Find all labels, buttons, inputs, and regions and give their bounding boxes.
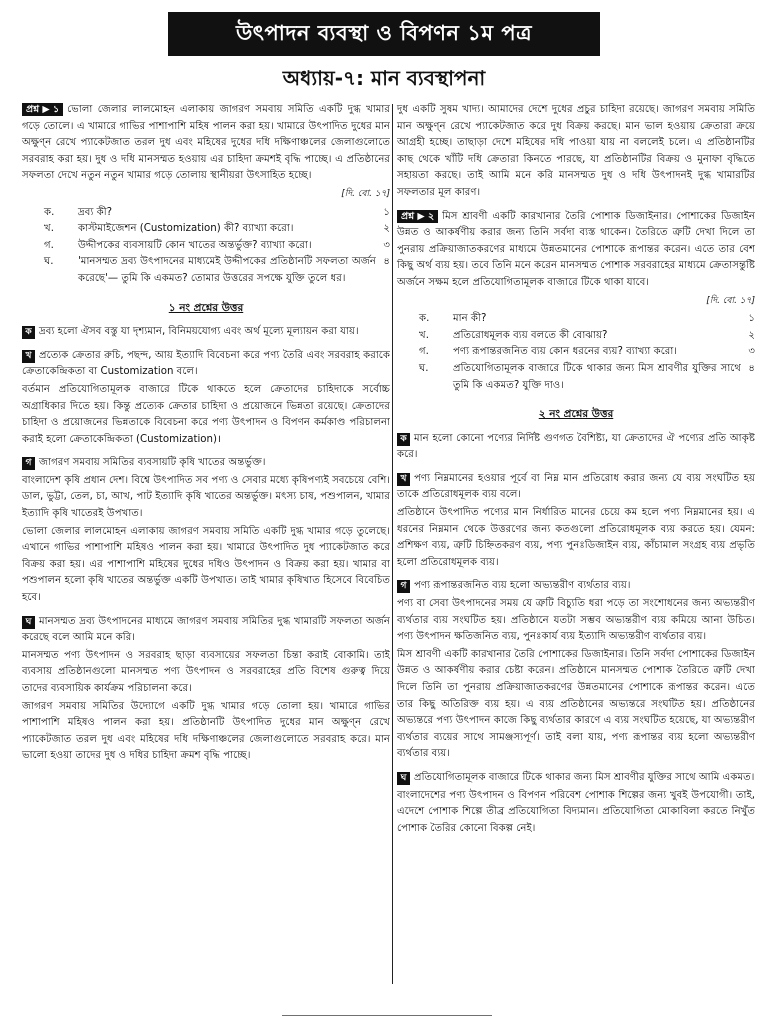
question-tag: প্রশ্ন ▶ ২: [397, 210, 438, 223]
left-column: [22, 102, 390, 766]
answer-paragraph: পণ্য বা সেবা উৎপাদনের সময় যে ত্রুটি বিচ্যুতি ধরা পড়ে তা সংশোধনের জন্য অভ্যন্তরীণ ব্যর্থতার ব্যয় সংঘটিত হয়। প্রতিষ্ঠানে যতটা সম্ভব অভ্যন্তরীণ ব্যয় কমিয়ে আনা উচিত। পণ্য উৎপাদন ক্ষতিজনিত ব্যয়, পুনঃকার্য ব্যয় ইত্যাদি অভ্যন্তরীণ ব্যর্থতার ব্যয়।: [397, 598, 755, 643]
answer-paragraph: বাংলাদেশ কৃষি প্রধান দেশ। বিশ্বে উৎপাদিত সব পণ্য ও সেবার মধ্যে কৃষিপণ্যই সবচেয়ে বেশি। ডাল, ভুট্টা, তেল, চা, আখ, পাট ইত্যাদি কৃষি খাতের অন্তর্ভুক্ত। মৎস্য চাষ, পশুপালন, খামার ইত্যাদি কৃষি খাতেরই উপখাত।: [22, 474, 390, 520]
question-1-stem: প্রশ্ন ▶ ১ ভোলা জেলার লালমোহন এলাকায় জাগরণ সমবায় সমিতি একটি দুগ্ধ খামার গড়ে তোলে। এ খামারে গাভির পাশাপাশি মহিষ পালন করা হয়। খামারে উৎপাদিত দুধের মান অক্ষুণ্ন রেখে প্যাকেটজাত তরল দুধ এবং মহিষের দুধের দধি দক্ষিণাঞ্চলের জেলাগুলোতে সরবরাহ করা হয়। দুধ ও দধি মানসম্মত হওয়ায় এর চাহিদা ক্রমশই বৃদ্ধি পাচ্ছে। এ প্রতিষ্ঠানের সফলতা দেখে নতুন নতুন খামার গড়ে তোলায় স্থানীয়রা উৎসাহিত হচ্ছে।: [22, 104, 390, 182]
answer-heading: ২ নং প্রশ্নের উত্তর: [538, 408, 614, 421]
answer-paragraph: বাংলাদেশের পণ্য উৎপাদন ও বিপণন পরিবেশ পোশাক শিল্পের জন্য খুবই উপযোগী। তাই, এদেশে পোশাক শিল্পে তীব্র প্রতিযোগিতা বিদ্যমান। প্রতিযোগিতা মোকাবিলা করতে নিখুঁত পোশাক তৈরির কোনো বিকল্প নেই।: [397, 789, 755, 834]
subject-title: উৎপাদন ব্যবস্থা ও বিপণন ১ম পত্র: [235, 20, 533, 45]
subject-banner: [168, 12, 600, 56]
sub-question: ক. দ্রব্য কী? ১: [44, 206, 390, 218]
answer-letter: গ: [397, 580, 410, 593]
answer-letter: গ: [22, 457, 35, 470]
sub-question: গ. পণ্য রূপান্তরজনিত ব্যয় কোন ধরনের ব্যয়? ব্যাখ্যা করো। ৩: [419, 346, 755, 358]
answer-paragraph: মানসম্মত পণ্য উৎপাদন ও সরবরাহ ছাড়া ব্যবসায়ের সফলতা চিন্তা করাই বোকামি। তাই ব্যবসায় প্রতিষ্ঠানগুলো মানসম্মত পণ্য উৎপাদন ও সরবরাহের প্রতি বিশেষ গুরুত্ব দিয়ে তাদের ব্যবসায়িক কার্যক্রম পরিচালনা করে।: [22, 649, 390, 694]
source-label: [দি. বো. ১৭]: [706, 295, 755, 306]
answer-paragraph: খ প্রত্যেক ক্রেতার রুচি, পছন্দ, আয় ইত্যাদি বিবেচনা করে পণ্য তৈরি এবং সরবরাহ করাকে ক্রেতাকেন্দ্রিকতা বা Customization বলে।: [22, 349, 390, 378]
answer-paragraph: বর্তমান প্রতিযোগিতামূলক বাজারে টিকে থাকতে হলে ক্রেতাদের চাহিদাকে সর্বোচ্চ অগ্রাধিকার দিতে হয়। কিন্তু প্রত্যেক ক্রেতার চাহিদা ও প্রয়োজনে ভিন্নতা রয়েছে। ক্রেতাদের চাহিদা ও প্রয়োজনের ভিন্নতাকে বিবেচনা করে পণ্য উৎপাদন ও বিপণন কর্মকাণ্ড পরিচালনা করাই হলো ক্রেতাকেন্দ্রিকতা (Customization)।: [22, 383, 390, 445]
right-column: [397, 102, 755, 838]
answer-letter: ক: [397, 433, 410, 446]
question-2-stem: প্রশ্ন ▶ ২ মিস শ্রাবণী একটি কারখানার তৈরি পোশাক ডিজাইনার। পোশাকের ডিজাইন উন্নত ও আকর্ষণীয় করার জন্য তিনি সর্বদা ব্যস্ত থাকেন। তৈরিতে ত্রুটি দেখা দিলে তা পুনরায় প্রক্রিয়াজাতকরণের মাধ্যমে উন্নতমানের পোশাকে রূপান্তর করেন। এতে তার বেশ কিছু অর্থ ব্যয় হয়। তবে তিনি মনে করেন মানসম্মত পোশাক সরবরাহের মাধ্যমে ক্রেতাসন্তুষ্টি অর্জনে সক্ষম হলে প্রতিযোগিতামূলক বাজারে টিকে থাকা যাবে।: [397, 210, 755, 288]
answer-paragraph: মিস শ্রাবণী একটি কারখানার তৈরি পোশাকের ডিজাইনার। তিনি সর্বদা পোশাকের ডিজাইন উন্নত ও আকর্ষণীয় করার চেষ্টা করেন। প্রতিষ্ঠানে মানসম্মত পোশাক তৈরিতে ত্রুটি দেখা দিলে তিনি তা পুনরায় প্রক্রিয়াজাতকরণের উন্নতমানের পোশাকে রূপান্তর করেন। এতে তার কিছু অতিরিক্ত ব্যয় হয়। এ ব্যয় প্রতিষ্ঠানের অভ্যন্তরে সংঘটিত হয়। প্রতিষ্ঠানের অভ্যন্তরে পণ্য উৎপাদন কাজে কিছু ব্যর্থতার কারণে এ ব্যয় সংঘটিত হয়েছে, যা অভ্যন্তরীণ ব্যর্থতার ব্যয়ের সাথে সামঞ্জস্যপূর্ণ। তাই বলা যায়, পণ্য রূপান্তর ব্যয় হলো অভ্যন্তরীণ ব্যর্থতার ব্যয়।: [397, 648, 755, 760]
sub-question: ঘ. 'মানসম্মত দ্রব্য উৎপাদনের মাধ্যমেই উদ্দীপকের প্রতিষ্ঠানটি সফলতা অর্জন করেছে'— তুমি কি একমত? তোমার উত্তরের সপক্ষে যুক্তি তুলে ধর। ৪: [44, 256, 390, 284]
answer-paragraph: ঘ প্রতিযোগিতামূলক বাজারে টিকে থাকার জন্য মিস শ্রাবণীর যুক্তির সাথে আমি একমত।: [397, 770, 755, 787]
answer-heading: ১ নং প্রশ্নের উত্তর: [168, 301, 244, 314]
sub-question: খ. কাস্টমাইজেশন (Customization) কী? ব্যাখ্যা করো। ২: [44, 223, 390, 235]
answer-paragraph: প্রতিষ্ঠানে উৎপাদিত পণ্যের মান নির্ধারিত মানের চেয়ে কম হলে পণ্য নিম্নমানের হয়। এ ধরনের নিম্নমান থেকে উত্তরণের জন্য কতগুলো প্রতিরোধমূলক ব্যয় করতে হয়। যেমন: প্রশিক্ষণ ব্যয়, ত্রুটি চিহ্নিতকরণ ব্যয়, পণ্য পুনঃডিজাইন ব্যয়, কাঁচামাল সংগ্রহ ব্যয় প্রভৃতি হলো প্রতিরোধমূলক ব্যয়।: [397, 507, 755, 568]
question-tag: প্রশ্ন ▶ ১: [22, 103, 63, 116]
source-label: [দি. বো. ১৭]: [341, 188, 390, 199]
sub-question: ক. মান কী? ১: [419, 313, 755, 325]
sub-question: ঘ. প্রতিযোগিতামূলক বাজারে টিকে থাকার জন্য মিস শ্রাবণীর যুক্তির সাথে তুমি কি একমত? যুক্তি দাও। ৪: [419, 362, 755, 391]
answer-continuation: দুধ একটি সুষম খাদ্য। আমাদের দেশে দুধের প্রচুর চাহিদা রয়েছে। জাগরণ সমবায় সমিতি মান অক্ষুণ্ন রেখে প্যাকেটজাত করে দুধ বিক্রয় করছে। মান ভাল হওয়ায় ক্রেতারা ক্রয়ে আগ্রহী হচ্ছে। তাছাড়া দেশে মহিষের দধি পাওয়া যায় না বললেই চলে। এ প্রতিষ্ঠানটির কাছ থেকে খাঁটি দধি ক্রেতারা কিনতে পারছে, যা প্রতিষ্ঠানটির বিক্রয় ও মুনাফা বৃদ্ধিতে সহায়তা করছে। তাই আমি মনে করি মানসম্মত দুধ ও দধি উৎপাদনই দুগ্ধ খামারটির সফলতার মূল কারণ।: [397, 104, 755, 198]
answer-letter: খ: [397, 473, 410, 486]
footer-rule: [282, 1015, 492, 1016]
answer-paragraph: গ পণ্য রূপান্তরজনিত ব্যয় হলো অভ্যন্তরীণ ব্যর্থতার ব্যয়।: [397, 578, 755, 595]
chapter-title: অধ্যায়-৭: মান ব্যবস্থাপনা: [282, 66, 486, 90]
sub-question: গ. উদ্দীপকের ব্যবসায়টি কোন খাতের অন্তর্ভুক্ত? ব্যাখ্যা করো। ৩: [44, 239, 390, 251]
answer-paragraph: ঘ মানসম্মত দ্রব্য উৎপাদনের মাধ্যমে জাগরণ সমবায় সমিতির দুগ্ধ খামারটি সফলতা অর্জন করেছে বলে আমি মনে করি।: [22, 615, 390, 644]
answer-letter: ঘ: [397, 772, 410, 785]
sub-question: খ. প্রতিরোধমূলক ব্যয় বলতে কী বোঝায়? ২: [419, 329, 755, 341]
answer-letter: খ: [22, 350, 35, 363]
answer-paragraph: জাগরণ সমবায় সমিতির উদ্যোগে একটি দুগ্ধ খামার গড়ে তোলা হয়। খামারে গাভির পাশাপাশি মহিষও পালন করা হয়। প্রতিষ্ঠানটি উৎপাদিত দুধের মান অক্ষুণ্ন রেখে প্যাকেটজাত তরল দুধ এবং মহিষের দধি দক্ষিণাঞ্চলের জেলাগুলোতে সরবরাহ করে। মান ভালো হওয়া তাদের দুধ ও দধির চাহিদা ক্রমশ বৃদ্ধি পাচ্ছে।: [22, 700, 390, 762]
answer-letter: ঘ: [22, 616, 35, 629]
answer-paragraph: খ পণ্য নিম্নমানের হওয়ার পূর্বে বা নিম্ন মান প্রতিরোধ করার জন্য যে ব্যয় সংঘটিত হয় তাকে প্রতিরোধমূলক ব্যয় বলে।: [397, 472, 755, 501]
column-divider: [392, 104, 393, 984]
answer-paragraph: গ জাগরণ সমবায় সমিতির ব্যবসায়টি কৃষি খাতের অন্তর্ভুক্ত।: [22, 455, 390, 472]
answer-paragraph: ক মান হলো কোনো পণ্যের নির্দিষ্ট গুণগত বৈশিষ্ট্য, যা ক্রেতাদের ঐ পণ্যের প্রতি আকৃষ্ট করে।: [397, 432, 755, 461]
answer-paragraph: ক দ্রব্য হলো ঐসব বস্তু যা দৃশ্যমান, বিনিময়যোগ্য এবং অর্থ মূল্যে মূল্যায়ন করা যায়।: [22, 324, 390, 341]
answer-paragraph: ভোলা জেলার লালমোহন এলাকায় জাগরণ সমবায় সমিতি একটি দুগ্ধ খামার গড়ে তুলেছে। এখানে গাভির পাশাপাশি মহিষও পালন করা হয়। খামারে উৎপাদিত দুধ প্যাকেটজাত করে বিক্রয় করা হয়। এর পাশাপাশি মহিষের দুধের দধিও উৎপাদন ও বিক্রয় করা হয়। খামার বা পশুপালন হলো কৃষি খাতের অন্তর্ভুক্ত একটি উপখাত। তাই খামার কৃষিখাত হিসেবে বিবেচিত হবে।: [22, 525, 390, 604]
answer-letter: ক: [22, 326, 35, 339]
